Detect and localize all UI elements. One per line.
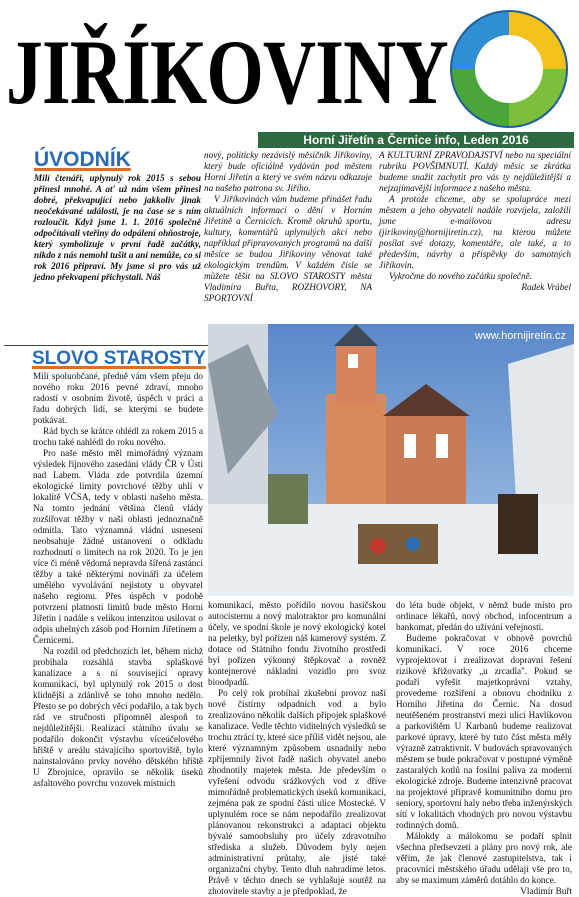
starosty-paragraph: Milí spoluobčané, předně vám všem přeju do nového roku 2016 pevné zdraví, mnoho radostí v osobním životě, úspěch v práci a řadu dobrých lidí, se kterými se budete potkávat. <box>33 371 203 425</box>
starosty-paragraph: Budeme pokračovat v obnově povrchů komunikací. V roce 2016 chceme vyprojektovat i zrealizovat dopravní řešení rizikové křižovatky „u zrcadla". Pokud se podaří vyřešit majetkoprávní vztahy, provedeme rozšíření a obnovu chodníku z Horního Jiřetína do Černic. Na dosud neutěšeném prostranství mezi ulicí Havlíkovou a parkovištěm U Karbanů budeme realizovat parkové úpravy, které by tuto část města měly výrazně zatraktivnit. V budovách spravovaných městem se bude pokračovat v postupné výměně zastaralých kotlů na fosilní paliva za moderní ekologické zdroje. Budeme intenzivně pracovat na projektové přípravě komunitního domu pro seniory, sportovní haly nebo třeba inženýrských sítí v lokalitách vhodných pro novou výstavbu rodinných domů. <box>396 633 572 830</box>
uvodnik-paragraph: A protože chceme, aby se spolupráce mezi městem a jeho obyvateli nadále rozvíjela, založili jsme e-mailovou adresu (jirikoviny@hornijiretin.cz), na kterou můžete posílat své dotazy, komentáře, ale také, a to především, návrhy a příspěvky do samotných Jiříkovin. <box>379 194 571 270</box>
uvodnik-column-2 <box>204 150 372 304</box>
starosty-paragraph: Málokdy a málokomu se podaří splnit všechna předsevzetí a plány pro nový rok, ale věřím, že jak členové zastupitelstva, tak i pracovníci městského úřadu udělají vše pro to, aby se maximum záměrů dotáhlo do konce. <box>396 831 572 885</box>
starosty-column-1 <box>33 371 203 789</box>
uvodnik-paragraph: A KULTURNÍ ZPRAVODAJSTVÍ nebo na speciální rubriku POVŠIMNUTÍ. Každý měsíc se zkrátka budeme snažit zachytit pro vás ty nejdůležitější a nejzajímavější informace z našeho města. <box>379 150 571 193</box>
starosty-paragraph: Pro naše město měl mimořádný význam výsledek říjnového zasedání vlády ČR v Ústí nad Labem. Vláda zde potvrdila územní ekologické limity povrchové těžby uhlí v lokalitě VČSA, tedy v oblasti našeho města. Na tomto jednání většina členů vlády rozšiřovat těžby v naší oblasti jednoznačně odmítla. Tato významná vládní usnesení neobsahuje žádné ustanovení o odkladu rozhodnutí o limitech na rok 2020. To je jen více či méně vědomá nepravda šířená zastánci těžby a také některými novináři za účelem umělého vyvolávání nejistoty u obyvatel našeho regionu. Přes úspěch v podobě potvrzení platnosti limitů bude město Horní Jiřetín i nadále s velikou intenzitou usilovat o odpis uhelných zásob pod Horním Jiřetínem a Černicemi. <box>33 448 203 645</box>
photo-caption: www.hornijiretin.cz <box>474 330 566 342</box>
uvodnik-signature: Radek Vrábel <box>521 282 571 292</box>
uvodnik-column-1 <box>34 173 201 283</box>
starosty-signature: Vladimír Buřt <box>520 886 572 896</box>
uvodnik-column-3 <box>379 150 571 293</box>
church-photo <box>208 324 574 596</box>
town-logo-icon <box>446 6 572 132</box>
starosty-paragraph: do léta bude objekt, v němž bude místo pro ordinace lékařů, nový obchod, infocentrum a bankomat, předán do užívání veřejnosti. <box>396 600 572 632</box>
starosty-heading: SLOVO STAROSTY <box>32 348 206 369</box>
starosty-paragraph: komunikací, město pořídilo novou hasičskou autocisternu a nový malotraktor pro komunální účely, ve spodní škole je nový ekologický kotel na peletky, byl pořízen náš kamerový systém. Z dotace od Státního fondu životního prostředí byl pořízen výkonný štěpkovač a rovněž kontejnerové nákladní vozidlo pro svoz bioodpadů. <box>208 600 386 687</box>
church-illustration <box>208 324 574 596</box>
starosty-column-2 <box>208 600 386 897</box>
uvodnik-paragraph: Milí čtenáři, uplynulý rok 2015 s sebou přinesl mnohé. A ať už nám všem přinesl dobré, překvapující nebo jakkoliv jinak neočekávané události, je na čase se s ním rozloučit. Když jsme 1. 1. 2016 společně odpočítávali vteřiny do odpálení ohňostroje, který symbolizuje v první řadě začátky, nikdo z nás nemohl tušit a ani nemůže, co si rok 2016 připraví. My jsme si pro vás už jedno překvapení přichystali. Náš <box>34 173 201 282</box>
issue-banner: Horní Jiřetín a Černice info, Leden 2016 <box>258 132 574 148</box>
uvodnik-paragraph: nový, politicky nezávislý měsíčník Jiříkoviny, který bude oficiálně vydáván pod městem Horní Jiřetín a který ve svém názvu odkazuje na našeho patrona sv. Jiřího. <box>204 150 372 193</box>
uvodnik-paragraph: V Jiříkovinách vám budeme přinášet řadu aktuálních informací o dění v Horním Jiřetíně a Černicích. Kromě okruhů sportu, kultury, komentářů uplynulých akcí nebo například připravovaných programů na další měsíce se budou Jiříkoviny věnovat také ekologickým trendům. V každém čísle se můžete těšit na SLOVO STAROSTY města Vladimíra Buřta, ROZHOVORY, NA SPORTOVNÍ <box>204 194 372 303</box>
masthead-title: JIŘÍKOVINY <box>6 21 448 123</box>
starosty-paragraph: Po celý rok probíhal zkušební provoz naší nové čistírny odpadních vod a bylo zrealizováno několik dalších přípojek splaškové kanalizace. Vedle těchto viditelných výsledků se trochu ztrácí ty, které sice příliš vidět nejsou, ale které významným způsobem usnadnily nebo zpříjemnily život řadě našich obyvatel anebo zhodnotily majetek města. Jde především o vyřešení odvodu srážkových vod z dříve mimořádně problematických úseků komunikací, zejména pak ze spodní části ulice Mostecké. V uplynulém roce se nám nepodařilo zrealizovat plánovanou rekonstrukci a adaptaci objektu bývalé samoobsluhy pro účely zdravotního střediska a služeb. Důvodem byly nejen administrativní průtahy, ale jisté také organizační chyby. Tento dluh nahradíme letos. Právě v těchto dnech se vyhlašuje soutěž na zhotovitele stavby a je předpoklad, že <box>208 688 386 896</box>
starosty-paragraph: Rád bych se krátce ohlédl za rokem 2015 a trochu také nahlédl do roku nového. <box>33 426 203 447</box>
starosty-column-3 <box>396 600 572 897</box>
uvodnik-heading: ÚVODNÍK <box>34 148 131 171</box>
uvodnik-paragraph: Vykročme do nového začátku společně. <box>389 271 532 281</box>
starosty-paragraph: Na rozdíl od předchozích let, během nichž probíhala rozsáhlá stavba splaškové kanalizace a s ní související opravy komunikací, byl uplynulý rok 2015 o dost klidnější a zdánlivě se toho mnoho nedělo. Přesto se po dobrých věcí podařilo, a tak bych rád ve stručnosti připomněl alespoň to nejdůležitější. Realizací státního úvalu se podařilo dokončit výstavbu víceúčelového hřiště v areálu stávajícího sportoviště, bylo nainstalováno prvky nového dětského hřiště U Zbrojnice, opravilo se několik úseků asfaltového povrchu vozovek místních <box>33 646 203 788</box>
